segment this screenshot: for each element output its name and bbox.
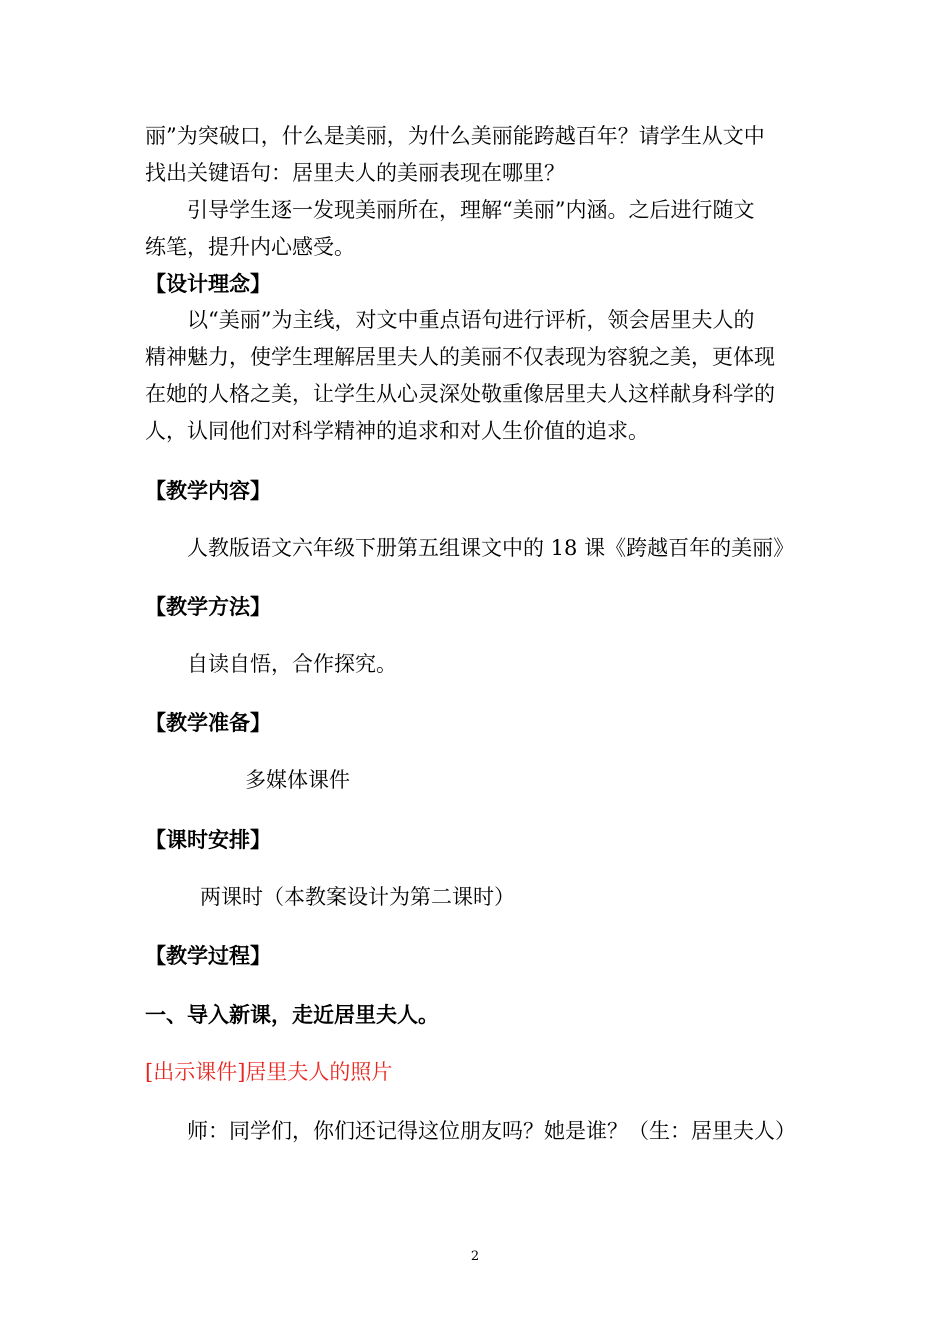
design-line-1: 以“美丽”为主线，对文中重点语句进行评析，领会居里夫人的 xyxy=(187,308,755,332)
schedule-heading: 【课时安排】 xyxy=(145,827,271,852)
teacher-line: 师：同学们，你们还记得这位朋友吗？她是谁？（生：居里夫人） xyxy=(187,1119,796,1143)
design-line-2: 精神魅力，使学生理解居里夫人的美丽不仅表现为容貌之美，更体现 xyxy=(145,345,775,369)
design-heading: 【设计理念】 xyxy=(145,271,271,296)
intro-line-2: 找出关键语句：居里夫人的美丽表现在哪里？ xyxy=(145,161,565,185)
process-heading: 【教学过程】 xyxy=(145,943,271,968)
content-text: 人教版语文六年级下册第五组课文中的 18 课《跨越百年的美丽》 xyxy=(187,536,795,560)
intro-line-3: 引导学生逐一发现美丽所在，理解“美丽”内涵。之后进行随文 xyxy=(187,198,755,222)
section-1-title: 一、导入新课，走近居里夫人。 xyxy=(145,1002,439,1027)
method-text: 自读自悟，合作探究。 xyxy=(187,652,397,676)
design-line-4: 人，认同他们对科学精神的追求和对人生价值的追求。 xyxy=(145,419,649,443)
prep-text: 多媒体课件 xyxy=(245,768,350,792)
prep-heading: 【教学准备】 xyxy=(145,710,271,735)
content-heading: 【教学内容】 xyxy=(145,478,271,503)
design-line-3: 在她的人格之美，让学生从心灵深处敬重像居里夫人这样献身科学的 xyxy=(145,382,775,406)
intro-line-1: 丽”为突破口，什么是美丽，为什么美丽能跨越百年？请学生从文中 xyxy=(145,124,765,148)
schedule-text: 两课时（本教案设计为第二课时） xyxy=(200,885,515,909)
method-heading: 【教学方法】 xyxy=(145,594,271,619)
slide-note: [出示课件]居里夫人的照片 xyxy=(145,1060,393,1084)
page-number: 2 xyxy=(470,1249,480,1264)
intro-line-4: 练笔，提升内心感受。 xyxy=(145,235,355,259)
